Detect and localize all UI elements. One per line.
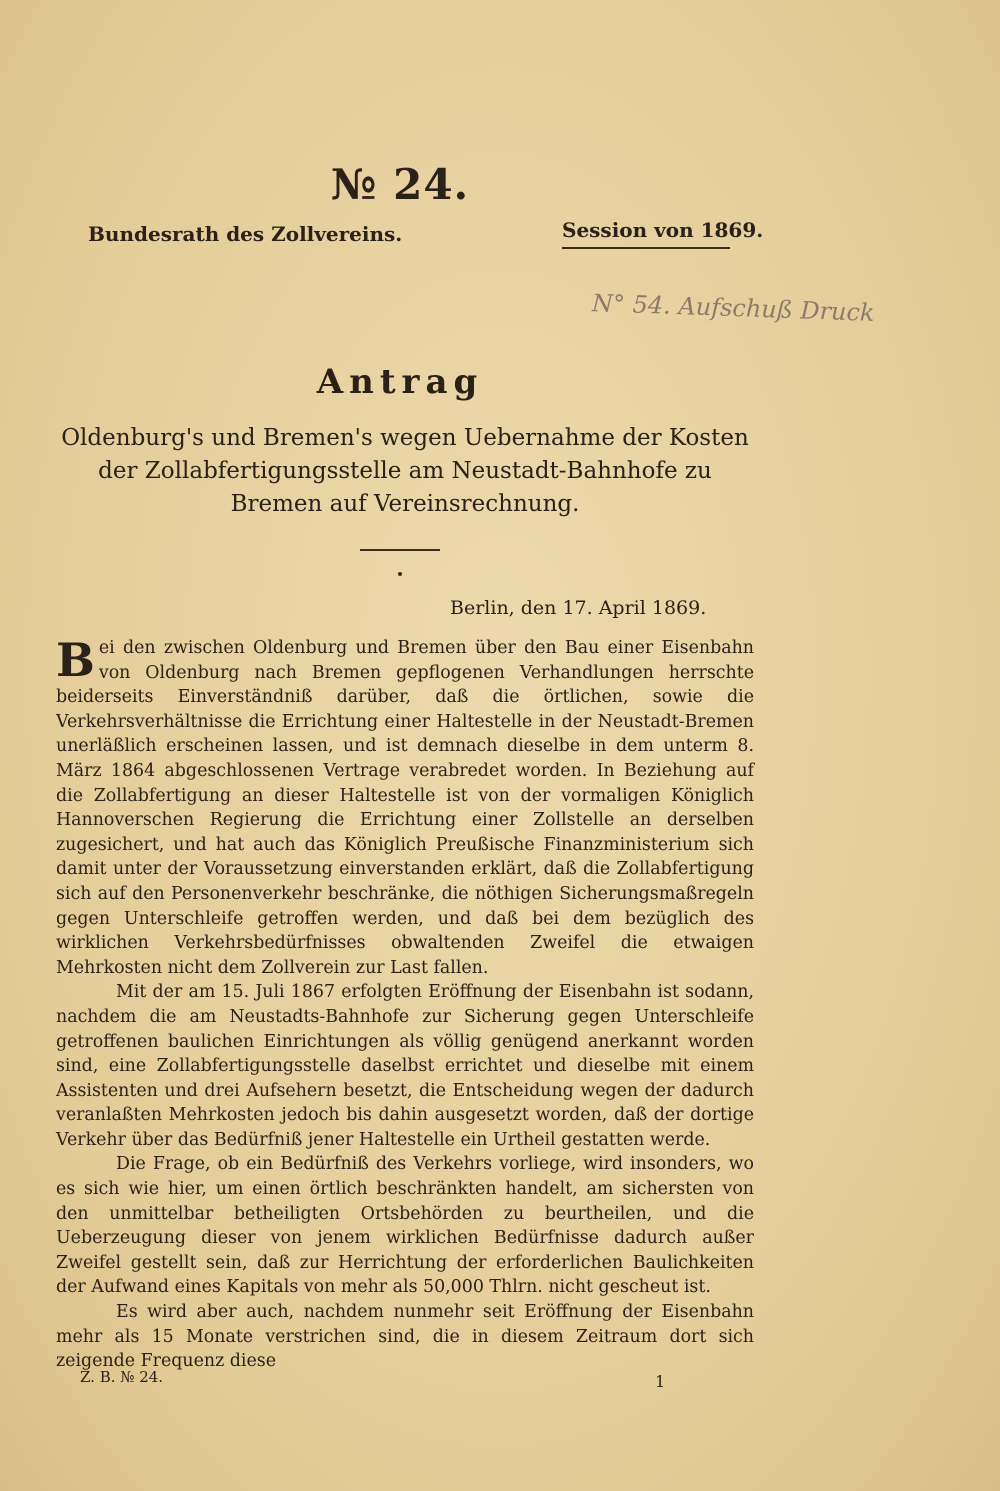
issuer-heading: Bundesrath des Zollvereins. xyxy=(88,222,403,246)
session-underline xyxy=(562,247,730,249)
body-text xyxy=(56,633,754,1374)
handwritten-annotation: N° 54. Aufschuß Druck xyxy=(591,289,875,327)
session-heading: Session von 1869. xyxy=(562,218,764,242)
document-number: № 24. xyxy=(330,160,470,209)
document-title: Antrag xyxy=(316,362,484,402)
paragraph: Mit der am 15. Juli 1867 erfolgten Eröffnung der Eisenbahn ist sodann, nachdem die am Neustadts-Bahnhofe zur Sicherung gegen Unterschleife getroffenen baulichen Einrichtungen als völlig genügend anerkannt worden sind, eine Zollabfertigungsstelle daselbst errichtet und dieselbe mit einem Assistenten und drei Aufsehern besetzt, die Entscheidung wegen der dadurch veranlaßten Mehrkosten jedoch bis dahin ausgesetzt worden, daß der dortige Verkehr über das Bedürfniß jener Haltestelle ein Urtheil gestatten werde. xyxy=(56,982,754,1150)
page-number: 1 xyxy=(655,1372,666,1391)
footer-reference: Z. B. № 24. xyxy=(80,1368,164,1386)
document-subtitle: Oldenburg's und Bremen's wegen Uebernahme der Kosten der Zollabfertigungsstelle am Neustadt-Bahnhofe zu Bremen auf Vereinsrechnung. xyxy=(61,425,749,517)
divider-dot xyxy=(398,572,402,576)
paragraph xyxy=(56,633,754,980)
drop-cap: B xyxy=(56,633,95,687)
title-divider xyxy=(360,549,440,551)
dateline: Berlin, den 17. April 1869. xyxy=(450,597,707,619)
paragraph: Es wird aber auch, nachdem nunmehr seit Eröffnung der Eisenbahn mehr als 15 Monate verstrichen sind, die in diesem Zeitraum dort sich zeigende Frequenz diese xyxy=(56,1302,754,1372)
paragraph: Die Frage, ob ein Bedürfniß des Verkehrs vorliege, wird insonders, wo es sich wie hier, um einen örtlich beschränkten handelt, am sichersten von den unmittelbar betheiligten Ortsbehörden zu beurtheilen, und die Ueberzeugung dieser von jenem wirklichen Bedürfnisse dadurch außer Zweifel gestellt sein, daß zur Herrichtung der erforderlichen Baulichkeiten der Aufwand eines Kapitals von mehr als 50,000 Thlrn. nicht gescheut ist. xyxy=(56,1154,754,1298)
paragraph-text: ei den zwischen Oldenburg und Bremen über den Bau einer Eisenbahn von Oldenburg nach Bremen gepflogenen Verhandlungen herrschte beiderseits Einverständniß darüber, daß die örtlichen, sowie die Verkehrsverhältnisse die Errichtung einer Haltestelle in der Neustadt-Bremen unerläßlich erscheinen lassen, und ist demnach dieselbe in dem unterm 8. März 1864 abgeschlossenen Vertrage verabredet worden. In Beziehung auf die Zollabfertigung an dieser Haltestelle ist von der vormaligen Königlich Hannoverschen Regierung die Errichtung einer Zollstelle an derselben zugesichert, und hat auch das Königlich Preußische Finanzministerium sich damit unter der Voraussetzung einverstanden erklärt, daß die Zollabfertigung sich auf den Personenverkehr beschränke, die nöthigen Sicherungsmaßregeln gegen Unterschleife getroffen werden, und daß bei dem bezüglich des wirklichen Verkehrsbedürfnisses obwaltenden Zweifel die etwaigen Mehrkosten nicht dem Zollverein zur Last fallen. xyxy=(56,638,754,978)
